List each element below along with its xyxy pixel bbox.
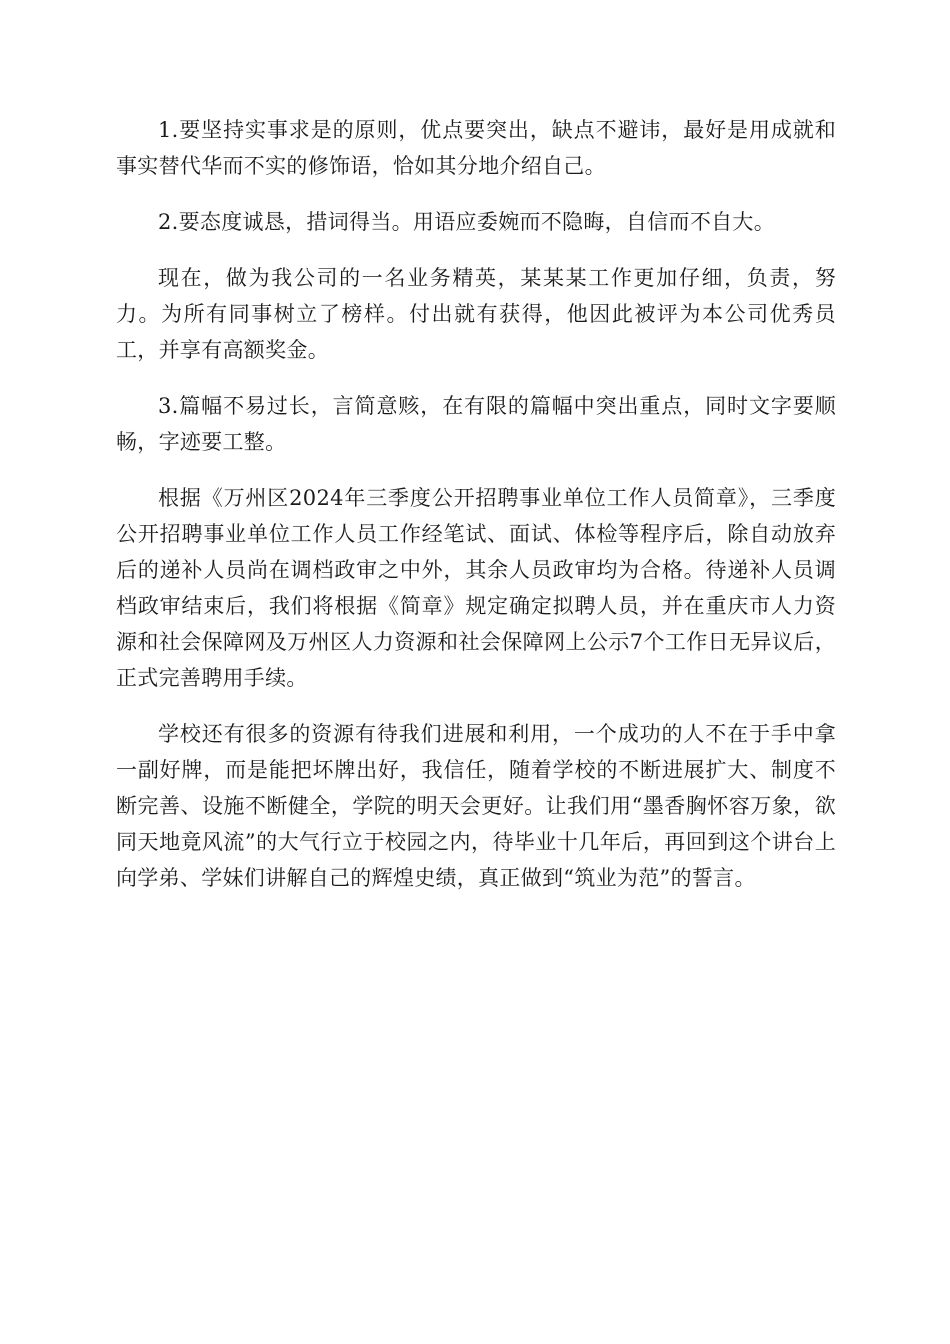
paragraph-6: 学校还有很多的资源有待我们进展和利用，一个成功的人不在于手中拿一副好牌，而是能把坏牌出好，我信任，随着学校的不断进展扩大、制度不断完善、设施不断健全，学院的明天会更好。让我们用“墨香胸怀容万象，欲同天地竟风流”的大气行立于校园之内，待毕业十几年后，再回到这个讲台上向学弟、学妹们讲解自己的辉煌史绩，真正做到“筑业为范”的誓言。 <box>116 722 836 890</box>
paragraph-2: 2.要态度诚恳，措词得当。用语应委婉而不隐晦，自信而不自大。 <box>158 210 776 234</box>
paragraph-3: 现在，做为我公司的一名业务精英，某某某工作更加仔细，负责，努力。为所有同事树立了榜样。付出就有获得，他因此被评为本公司优秀员工，并享有高额奖金。 <box>116 266 836 362</box>
paragraph-5: 根据《万州区2024年三季度公开招聘事业单位工作人员简章》，三季度公开招聘事业单位工作人员工作经笔试、面试、体检等程序后，除自动放弃后的递补人员尚在调档政审之中外，其余人员政审均为合格。待递补人员调档政审结束后，我们将根据《简章》规定确定拟聘人员，并在重庆市人力资源和社会保障网及万州区人力资源和社会保障网上公示7个工作日无异议后，正式完善聘用手续。 <box>116 486 836 690</box>
paragraph-4: 3.篇幅不易过长，言简意赅，在有限的篇幅中突出重点，同时文字要顺畅，字迹要工整。 <box>116 394 836 454</box>
paragraph-1: 1.要坚持实事求是的原则，优点要突出，缺点不避讳，最好是用成就和事实替代华而不实的修饰语，恰如其分地介绍自己。 <box>116 118 836 178</box>
document-body <box>116 112 836 916</box>
